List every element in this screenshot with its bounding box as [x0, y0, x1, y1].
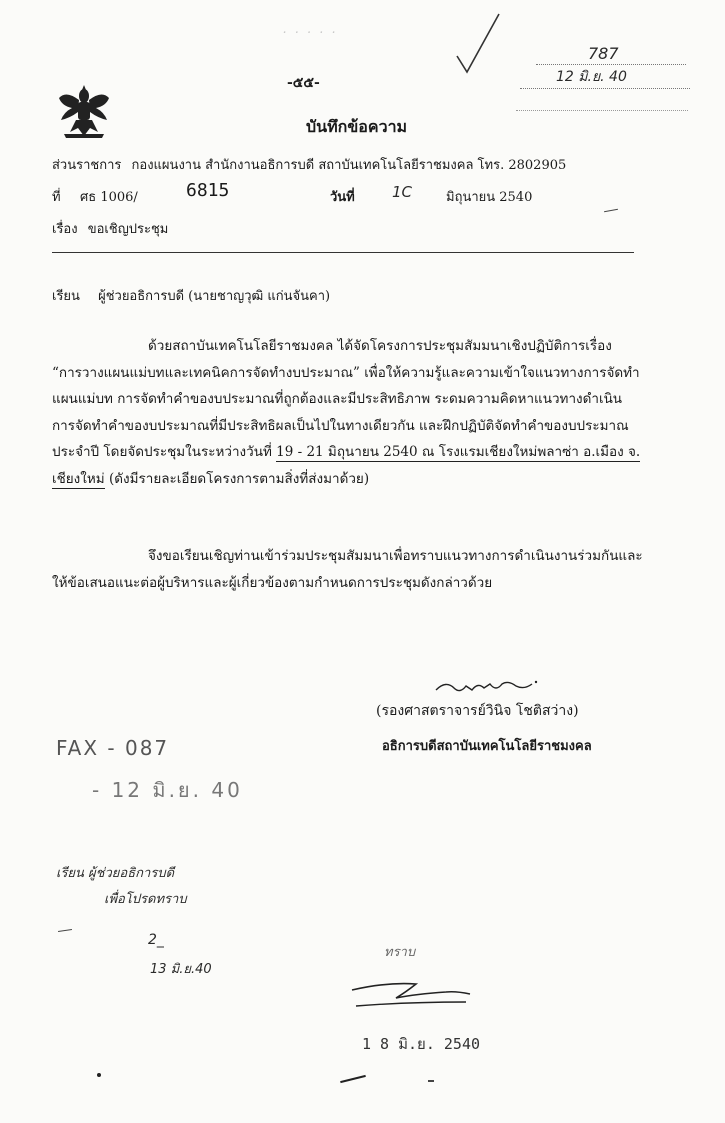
salutation-value: ผู้ช่วยอธิการบดี (นายชาญวุฒิ แก่นจันคา): [98, 289, 331, 304]
paragraph-1-line: การจัดทำคำของบประมาณที่มีประสิทธิผลเป็นไปในทางเดียวกัน และฝึกปฏิบัติจัดทำคำของบประมาณ: [52, 417, 629, 434]
signer-name: (รองศาสตราจารย์วินิจ โชติสว่าง): [376, 703, 579, 719]
ink-dash-mark: [58, 929, 72, 932]
ink-dot-mark: [97, 1073, 101, 1077]
meeting-intro-text: ประจำปี โดยจัดประชุมในระหว่างวันที่: [52, 444, 272, 461]
paragraph-1-line: แผนแม่บท การจัดทำคำของบประมาณที่ถูกต้องและมีประสิทธิภาพ ระดมความคิดหาแนวทางดำเนิน: [52, 391, 623, 408]
date-day: 1C: [392, 183, 413, 201]
paragraph-1-line: “การวางแผนแม่บทและเทคนิคการจัดทำงบประมาณ” เพื่อให้ความรู้และความเข้าใจแนวทางการจัดทำ: [52, 364, 640, 381]
ink-dot-mark: [428, 1080, 434, 1082]
date-month-year: มิถุนายน 2540: [446, 190, 533, 205]
handwritten-acknowledge: ทราบ: [384, 945, 416, 960]
receipt-dotted-line-3: [516, 110, 688, 111]
signer-position: อธิการบดีสถาบันเทคโนโลยีราชมงคล: [382, 739, 592, 754]
agency-line: [52, 154, 566, 175]
paragraph-1-line: [52, 439, 670, 466]
paragraph-1-line: ด้วยสถาบันเทคโนโลยีราชมงคล ได้จัดโครงการประชุมสัมมนาเชิงปฏิบัติการเรื่อง: [148, 338, 612, 354]
handwritten-note-line-1: เรียน ผู้ช่วยอธิการบดี: [56, 866, 175, 881]
paragraph-2-line: ให้ข้อเสนอแนะต่อผู้บริหารและผู้เกี่ยวข้องตามกำหนดการประชุมดังกล่าวด้วย: [52, 574, 493, 591]
ink-stroke-mark: [340, 1075, 366, 1083]
meeting-city: เชียงใหม่: [52, 470, 105, 487]
body-paragraph-2: [52, 543, 670, 596]
ref-label: ที่: [52, 190, 61, 205]
received-date-stamp: 1 8 มิ.ย. 2540: [362, 1035, 481, 1053]
subject-value: ขอเชิญประชุม: [87, 222, 169, 237]
handwritten-fax-date: - 12 มิ.ย. 40: [92, 778, 243, 802]
check-mark-icon: [455, 12, 503, 74]
handwritten-receipt-date: 12 มิ.ย. 40: [556, 69, 627, 85]
handwritten-receipt-number: 787: [588, 44, 619, 63]
body-paragraph-1: [52, 333, 670, 493]
subject-label: เรื่อง: [52, 222, 78, 237]
faint-stamp-mark: . . . . .: [283, 22, 339, 37]
handwritten-note-line-3: 2_: [148, 932, 164, 948]
document-title: บันทึกข้อความ: [306, 117, 408, 136]
handwritten-fax-number: FAX - 087: [56, 736, 170, 760]
header-divider: [52, 252, 634, 253]
agency-value: กองแผนงาน สำนักงานอธิการบดี สถาบันเทคโนโลยีราชมงคล โทร. 2802905: [131, 158, 567, 173]
handwritten-note-line-2: เพื่อโปรดทราบ: [104, 892, 187, 907]
enclosure-note: (ดังมีรายละเอียดโครงการตามสิ่งที่ส่งมาด้วย): [108, 470, 370, 487]
acknowledge-signature: [346, 978, 476, 1014]
meeting-date-venue: 19 - 21 มิถุนายน 2540 ณ โรงแรมเชียงใหม่พลาซ่า อ.เมือง จ.: [276, 444, 641, 461]
receipt-dotted-line-1: [536, 64, 686, 65]
salutation-label: เรียน: [52, 289, 80, 304]
subject-line: [52, 218, 168, 239]
paragraph-2-line: จึงขอเรียนเชิญท่านเข้าร่วมประชุมสัมมนาเพื่อทราบแนวทางการดำเนินงานร่วมกันและ: [148, 548, 643, 564]
ink-dash-mark: [604, 209, 618, 212]
garuda-emblem-icon: [56, 82, 112, 140]
page-number: -๕๕-: [287, 75, 320, 91]
handwritten-note-line-4: 13 มิ.ย.40: [150, 962, 212, 977]
agency-label: ส่วนราชการ: [52, 158, 122, 173]
receipt-dotted-line-2: [520, 88, 690, 89]
ref-number: 6815: [186, 180, 230, 201]
paragraph-1-line: [52, 466, 670, 493]
date-label: วันที่: [330, 190, 355, 205]
signature-scribble: [432, 672, 542, 700]
salutation-line: [52, 285, 330, 306]
ref-prefix: ศธ 1006/: [80, 190, 138, 205]
